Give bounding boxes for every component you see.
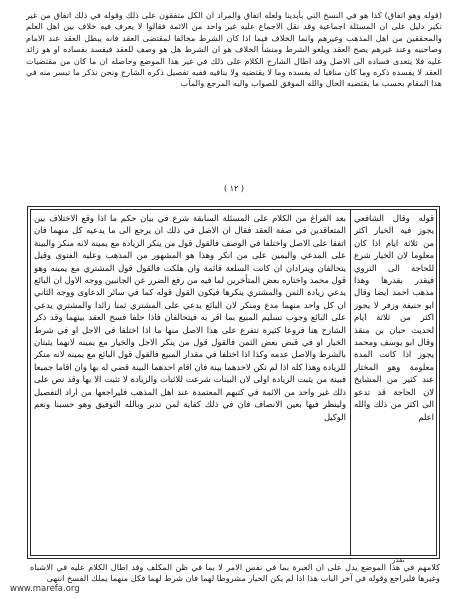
page-number: ( ١٢ ) <box>224 184 244 193</box>
bottom-commentary-text: كلامهم في هذا الموضع يدل على ان العبرة بما في نفس الامر لا بما في ظن المكلف وقد اطال الكلام عليه في الاشباه وغيرها فليراجع وقوله في آخر الباب هذا اذا لم يكن الخيار مشروطا لهما فان شرط لهما فكل منهما يملك الفسخ انتهى <box>30 562 440 583</box>
column-divider <box>350 209 351 556</box>
footnote-marker: نقدر <box>392 556 405 564</box>
main-column-text: بعد الفراغ من الكلام على المسئلة السابقة شرع في بيان حكم ما اذا وقع الاختلاف بين المتعاقدين في صفة العقد فقال ان الاصل في ذلك ان يرجع الى ما يدعيه كل منهما فان اتفقا على الاصل واختلفا في الوصف فالقول قول من ينكر الزيادة مع يمينه لانه منكر والبينة على المدعي واليمين على من انكر وهذا هو المشهور من المذهب وعليه الفتوى وقيل يتحالفان ويترادان ان كانت السلعة قائمة وان هلكت فالقول قول المشتري مع يمينه وهو قول محمد واختاره بعض المتأخرين لما فيه من رفع الضرر عن الجانبين ووجه الاول ان البائع يدعي زيادة الثمن والمشتري ينكرها فيكون القول قوله كما في سائر الدعاوى ووجه الثاني ان كل واحد منهما مدع ومنكر لان البائع يدعي على المشتري ثمنا زائدا والمشتري يدعي على البائع وجوب تسليم المبيع بما اقر به فيتحالفان فاذا حلفا فسخ العقد بينهما وقد ذكر الشارح هنا فروعا كثيرة تتفرع على هذا الاصل منها ما اذا اختلفا في الاجل او في شرط الخيار او في قبض بعض الثمن فالقول قول من ينكر الاجل والخيار مع يمينه لانهما يثبتان بالشرط والاصل عدمه وكذا اذا اختلفا في مقدار المبيع فالقول قول البائع مع يمينه لانه منكر للزيادة وهذا كله اذا لم تكن لاحدهما بينة فان اقام احدهما البينة قضي له بها وان اقاما جميعا فبينة من يثبت الزيادة اولى لان البينات شرعت للاثبات والزيادة لا تثبت الا بها وقد نص على ذلك غير واحد من الائمة في كتبهم المعتمدة عند اهل المذهب فليراجعها من اراد التفصيل ولينظر فيها بعين الانصاف فان في ذلك كفاية لمن تدبر وبالله التوفيق وهو حسبنا ونعم الوكيل <box>34 213 346 422</box>
top-commentary-text: (قوله وهو اتفاق) كذا هو في النسخ التي بأيدينا ولعله اتفاق والمراد ان الكل متفقون على ذلك وقوله في ذلك اتفاق من غير نكير دليل على ان المسئلة اجماعية وقد نقل الاجماع عليه غير واحد من الائمة فقالوا لا يعرف فيه خلاف بين اهل العلم والمحققين من اهل المذهب وغيرهم وانما الخلاف فيما اذا كان الشرط مخالفا لمقتضى العقد فانه يبطل العقد عند الامام وصاحبيه وعند غيرهم يصح العقد ويلغو الشرط ومنشأ الخلاف هو ان الشرط هل هو وصف للعقد فيفسد بفساده او هو زائد عليه فلا يتعدى فساده الى الاصل وقد اطال الشارح الكلام على ذلك في غير هذا الموضع وحاصله ان ما كان من مقتضيات العقد لا يفسده ذكره وما كان منافيا له يفسده وما لا يقتضيه ولا ينافيه ففيه تفصيل ذكره الشارح ونحن نذكر ما تيسر منه في هذا المقام بحسب ما يقتضيه الحال والله الموفق للصواب واليه المرجع والمآب <box>26 10 442 89</box>
side-column-text: قوله وقال الشافعي يجوز فيه الخيار اكثر من ثلاثة ايام اذا كان معلوما لان الخيار شرع للحاجة الى التروي فيقدر بقدرها وهذا مذهب احمد ايضا وقال ابو حنيفة وزفر لا يجوز اكثر من ثلاثة ايام لحديث حبان بن منقذ وقال ابو يوسف ومحمد يجوز اذا كانت المدة معلومة وهو المختار عند كثير من المشايخ لان الحاجة قد تدعو الى اكثر من ذلك والله اعلم <box>354 213 434 422</box>
source-url: www.marefa.org <box>10 584 80 594</box>
